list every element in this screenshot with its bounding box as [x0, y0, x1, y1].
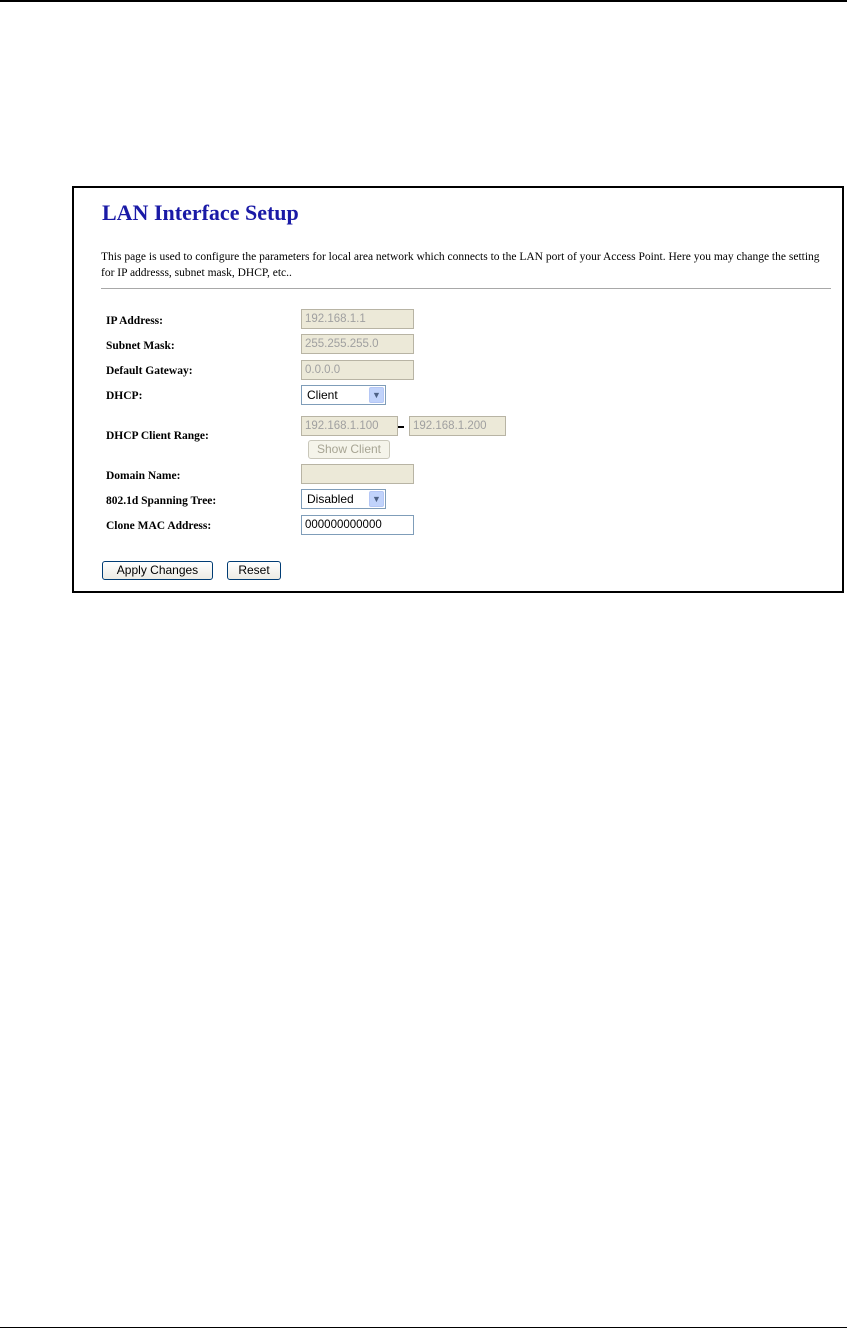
clone-mac-field[interactable] — [301, 515, 414, 535]
spanning-tree-label: 802.1d Spanning Tree: — [106, 495, 217, 507]
ip-address-label: IP Address: — [106, 315, 163, 327]
domain-name-field[interactable] — [301, 464, 414, 484]
page-description: This page is used to configure the parameters for local area network which connects to the LAN port of your Access Point. Here you may change the setting for IP addresss, subnet mask, DHCP, etc.. — [101, 251, 820, 279]
domain-name-label: Domain Name: — [106, 470, 181, 482]
spanning-tree-select-value: Disabled — [307, 492, 354, 506]
dhcp-label: DHCP: — [106, 390, 143, 402]
show-client-button[interactable]: Show Client — [308, 440, 390, 459]
top-page-rule — [0, 0, 847, 2]
dhcp-select-value: Client — [307, 388, 338, 402]
section-divider — [101, 288, 831, 289]
bottom-page-rule — [0, 1327, 847, 1328]
subnet-mask-field[interactable] — [301, 334, 414, 354]
default-gateway-label: Default Gateway: — [106, 365, 193, 377]
lan-setup-panel — [72, 186, 844, 593]
chevron-down-icon: ▼ — [369, 387, 384, 403]
dhcp-client-range-label: DHCP Client Range: — [106, 430, 209, 442]
default-gateway-field[interactable] — [301, 360, 414, 380]
spanning-tree-select[interactable] — [301, 489, 386, 509]
ip-address-field[interactable] — [301, 309, 414, 329]
dhcp-range-end-field[interactable] — [409, 416, 506, 436]
chevron-down-icon: ▼ — [369, 491, 384, 507]
clone-mac-label: Clone MAC Address: — [106, 520, 212, 532]
range-separator — [398, 426, 404, 428]
dhcp-select[interactable] — [301, 385, 386, 405]
page-title: LAN Interface Setup — [102, 200, 299, 225]
apply-changes-button[interactable]: Apply Changes — [102, 561, 213, 580]
reset-button[interactable]: Reset — [227, 561, 281, 580]
dhcp-range-start-field[interactable] — [301, 416, 398, 436]
subnet-mask-label: Subnet Mask: — [106, 340, 175, 352]
